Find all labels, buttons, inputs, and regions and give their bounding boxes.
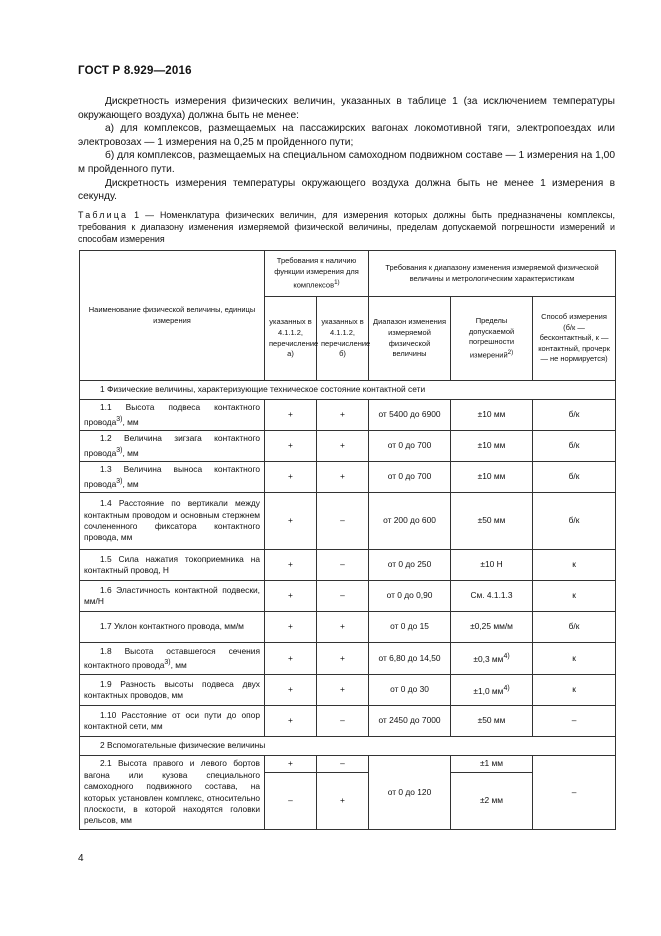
row-name-unit: , мм	[122, 447, 139, 458]
table-row	[80, 431, 616, 462]
row-name-text: 1.7 Уклон контактного провода, мм/м	[100, 621, 244, 632]
row-limit-text: ±0,3 мм	[473, 654, 504, 665]
row-limit	[451, 550, 533, 581]
row-limit-text: ±10 мм	[477, 409, 506, 420]
row-limit	[451, 493, 533, 550]
row-limit	[451, 706, 533, 737]
row-limit-text: ±50 мм	[477, 715, 506, 726]
row-2-1-method: –	[533, 756, 616, 830]
row-func-a: +	[265, 462, 317, 493]
paragraph-2: а) для комплексов, размещаемых на пассажирских вагонах локомотивной тяги, электропоездах или электровозах — 1 измерения на 0,25 м пройденного пути;	[78, 123, 615, 148]
row-2-1-range: от 0 до 120	[369, 756, 451, 830]
row-name	[80, 612, 265, 643]
row-name-text: 1.2 Величина зигзага контактного провода	[84, 433, 260, 458]
row-2-1-name: 2.1 Высота правого и левого бортов вагона или кузова специального самоходного подвижного состава, на которых установлен комплекс, относительно плоскости, в которой находятся головки рельсов, мм	[80, 756, 265, 830]
header-function-text: Требования к наличию функции измерения для комплексов	[274, 256, 359, 290]
row-func-a: +	[265, 493, 317, 550]
page-number: 4	[78, 853, 84, 864]
row-limit-text: См. 4.1.1.3	[470, 590, 513, 601]
row-limit-text: ±10 мм	[477, 471, 506, 482]
row-name-text: 1.6 Эластичность контактной подвески, мм/Н	[84, 584, 260, 606]
row-range: от 5400 до 6900	[369, 400, 451, 431]
row-name-footnote: 3)	[116, 415, 123, 423]
row-name	[80, 675, 265, 706]
row-name	[80, 400, 265, 431]
row-limit-footnote: 4)	[503, 653, 510, 661]
table-row	[80, 675, 616, 706]
table-row	[80, 550, 616, 581]
row-name-text: 1.3 Величина выноса контактного провода	[84, 464, 260, 489]
measurements-table	[79, 250, 616, 830]
table-row	[80, 493, 616, 550]
row-method: б/к	[533, 612, 616, 643]
row-range: от 0 до 700	[369, 431, 451, 462]
row-name-footnote: 3)	[116, 446, 123, 454]
row-name-text: 1.9 Разность высоты подвеса двух контактных проводов, мм	[84, 678, 260, 700]
section-1-rows	[80, 400, 616, 737]
row-2-1-limit-second: ±2 мм	[451, 773, 533, 830]
header-sub-a: указанных в 4.1.1.2, перечисление а)	[265, 297, 317, 381]
row-range: от 200 до 600	[369, 493, 451, 550]
row-func-a: +	[265, 675, 317, 706]
row-func-b: –	[317, 550, 369, 581]
row-name-text: 1.5 Сила нажатия токоприемника на контактный провод, Н	[84, 553, 260, 575]
body-text	[78, 95, 615, 204]
row-range: от 0 до 30	[369, 675, 451, 706]
header-limits	[451, 297, 533, 381]
row-limit	[451, 643, 533, 675]
header-range: Диапазон изменения измеряемой физической величины	[369, 297, 451, 381]
row-method: к	[533, 550, 616, 581]
row-range: от 0 до 250	[369, 550, 451, 581]
row-func-b: –	[317, 493, 369, 550]
row-2-1-b-second: +	[317, 773, 369, 830]
row-func-a: +	[265, 643, 317, 675]
row-func-a: +	[265, 431, 317, 462]
row-func-b: +	[317, 431, 369, 462]
row-func-b: +	[317, 462, 369, 493]
row-name	[80, 706, 265, 737]
row-func-a: +	[265, 581, 317, 612]
caption-label: Таблица	[78, 210, 129, 220]
row-limit-text: ±10 Н	[480, 559, 503, 570]
header-function-footnote: 1)	[334, 278, 340, 286]
row-range: от 0 до 700	[369, 462, 451, 493]
row-method: б/к	[533, 493, 616, 550]
row-func-a: +	[265, 400, 317, 431]
row-name	[80, 462, 265, 493]
row-2-1-a-second: –	[265, 773, 317, 830]
row-range: от 6,80 до 14,50	[369, 643, 451, 675]
row-method: к	[533, 581, 616, 612]
row-range: от 0 до 0,90	[369, 581, 451, 612]
section-2-title: 2 Вспомогательные физические величины	[80, 737, 616, 756]
row-limit	[451, 400, 533, 431]
row-limit-text: ±50 мм	[477, 515, 506, 526]
table-row	[80, 462, 616, 493]
row-limit	[451, 581, 533, 612]
header-requirements: Требования к диапазону изменения измеряемой физической величины и метрологическим характеристикам	[369, 251, 616, 297]
row-2-1-a-first: +	[265, 756, 317, 773]
table-row	[80, 612, 616, 643]
row-2-1-b-first: –	[317, 756, 369, 773]
row-method: б/к	[533, 462, 616, 493]
table-row	[80, 706, 616, 737]
paragraph-4: Дискретность измерения температуры окружающего воздуха должна быть не менее 1 измерения в секунду.	[78, 177, 615, 203]
row-name	[80, 431, 265, 462]
row-range: от 2450 до 7000	[369, 706, 451, 737]
row-limit	[451, 612, 533, 643]
row-name-unit: , мм	[122, 416, 139, 427]
row-name-text: 1.8 Высота оставшегося сечения контактного провода	[84, 645, 260, 670]
row-func-b: +	[317, 675, 369, 706]
document-header: ГОСТ Р 8.929—2016	[78, 65, 192, 77]
table-row	[80, 643, 616, 675]
row-func-b: +	[317, 643, 369, 675]
header-method: Способ измерения (б/к — бесконтактный, к — контактный, прочерк — не нормируется)	[533, 297, 616, 381]
row-limit	[451, 675, 533, 706]
row-limit-text: ±10 мм	[477, 440, 506, 451]
row-limit-footnote: 4)	[503, 684, 510, 692]
table-row	[80, 581, 616, 612]
row-func-a: +	[265, 706, 317, 737]
paragraph-3: б) для комплексов, размещаемых на специальном самоходном подвижном составе — 1 измерения на 1,00 м пройденного пути.	[78, 150, 615, 175]
row-limit-text: ±0,25 мм/м	[470, 621, 513, 632]
row-limit	[451, 431, 533, 462]
header-sub-b: указанных в 4.1.1.2, перечисление б)	[317, 297, 369, 381]
table-row	[80, 400, 616, 431]
table-caption	[78, 209, 615, 246]
row-method: к	[533, 643, 616, 675]
header-function	[265, 251, 369, 297]
row-name-text: 1.1 Высота подвеса контактного провода	[84, 402, 260, 427]
row-name-text: 1.4 Расстояние по вертикали между контактным проводом и основным стержнем сочлененного фиксатора контактного провода, мм	[84, 498, 260, 543]
row-range: от 0 до 15	[369, 612, 451, 643]
row-limit-text: ±1,0 мм	[473, 685, 504, 696]
row-method: к	[533, 675, 616, 706]
row-method: б/к	[533, 431, 616, 462]
section-1-title: 1 Физические величины, характеризующие техническое состояние контактной сети	[80, 381, 616, 400]
row-func-b: –	[317, 581, 369, 612]
header-limits-footnote: 2)	[507, 348, 514, 356]
row-name	[80, 550, 265, 581]
row-func-a: +	[265, 550, 317, 581]
row-func-a: +	[265, 612, 317, 643]
row-2-1-limit-first: ±1 мм	[451, 756, 533, 773]
row-method: –	[533, 706, 616, 737]
row-name	[80, 493, 265, 550]
row-method: б/к	[533, 400, 616, 431]
row-name-text: 1.10 Расстояние от оси пути до опор контактной сети, мм	[84, 709, 260, 731]
row-name	[80, 581, 265, 612]
header-name: Наименование физической величины, единицы измерения	[80, 251, 265, 381]
row-name-unit: , мм	[122, 478, 139, 489]
row-name-footnote: 3)	[116, 477, 123, 485]
row-limit	[451, 462, 533, 493]
row-func-b: –	[317, 706, 369, 737]
caption-text: 1 — Номенклатура физических величин, для измерения которых должны быть предназначены комплексы, требования к диапазону изменения измеряемой физической величины, пределам допускаемой погрешности измерений и способам измерения	[78, 210, 615, 245]
row-func-b: +	[317, 400, 369, 431]
header-limits-text: Пределы допускаемой погрешности измерений	[468, 316, 515, 360]
row-name	[80, 643, 265, 675]
row-func-b: +	[317, 612, 369, 643]
row-name-footnote: 3)	[164, 659, 171, 667]
row-name-unit: , мм	[170, 659, 187, 670]
paragraph-1: Дискретность измерения физических величин, указанных в таблице 1 (за исключением температуры окружающего воздуха) должна быть не менее:	[78, 96, 615, 121]
